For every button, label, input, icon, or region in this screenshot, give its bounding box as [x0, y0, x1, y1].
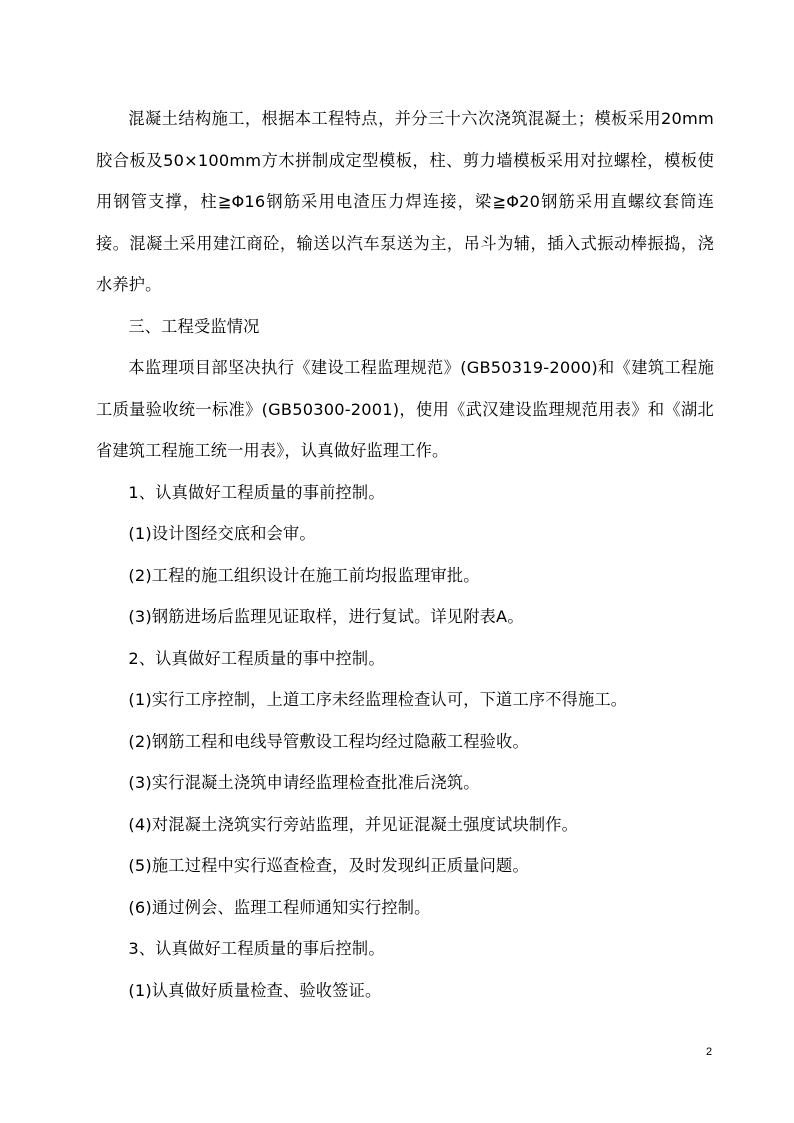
item-mid-control-5: (5)施工过程中实行巡查检查，及时发现纠正质量问题。 [128, 856, 529, 875]
item-mid-control-2: (2)钢筋工程和电线导管敷设工程均经过隐蔽工程验收。 [128, 731, 529, 751]
item-pre-control: 1、认真做好工程质量的事前控制。 [128, 482, 385, 502]
item-pre-control-2: (2)工程的施工组织设计在施工前均报监理审批。 [128, 565, 480, 585]
item-mid-control: 2、认真做好工程质量的事中控制。 [128, 648, 385, 668]
item-mid-control-4: (4)对混凝土浇筑实行旁站监理，并见证混凝土强度试块制作。 [128, 814, 578, 834]
item-pre-control-1: (1)设计图经交底和会审。 [128, 524, 316, 543]
item-mid-control-3: (3)实行混凝土浇筑申请经监理检查批准后浇筑。 [128, 773, 480, 792]
section-heading-supervision: 三、工程受监情况 [128, 316, 260, 336]
item-pre-control-3: (3)钢筋进场后监理见证取样，进行复试。详见附表A。 [128, 607, 524, 626]
page-number: 2 [706, 1046, 713, 1058]
paragraph-concrete-construction: 混凝土结构施工，根据本工程特点，并分三十六次浇筑混凝土；模板采用20mm胶合板及50×100mm方木拼制成定型模板，柱、剪力墙模板采用对拉螺栓，模板使用钢管支撑，柱≧Φ16钢筋采用电渣压力焊连接，梁≧Φ20钢筋采用直螺纹套筒连接。混凝土采用建江商砼，输送以汽车泵送为主，吊斗为辅，插入式振动棒振捣，浇水养护。 [96, 109, 714, 294]
item-mid-control-1: (1)实行工序控制，上道工序未经监理检查认可，下道工序不得施工。 [128, 690, 628, 709]
document-body [96, 98, 714, 1011]
item-post-control-1: (1)认真做好质量检查、验收签证。 [128, 980, 382, 1000]
item-mid-control-6: (6)通过例会、监理工程师通知实行控制。 [128, 897, 431, 917]
item-post-control: 3、认真做好工程质量的事后控制。 [128, 939, 385, 958]
paragraph-supervision-standards: 本监理项目部坚决执行《建设工程监理规范》(GB50319-2000)和《建筑工程施工质量验收统一标准》(GB50300-2001)，使用《武汉建设监理规范用表》和《湖北省建筑工程施工统一用表》，认真做好监理工作。 [96, 358, 714, 460]
